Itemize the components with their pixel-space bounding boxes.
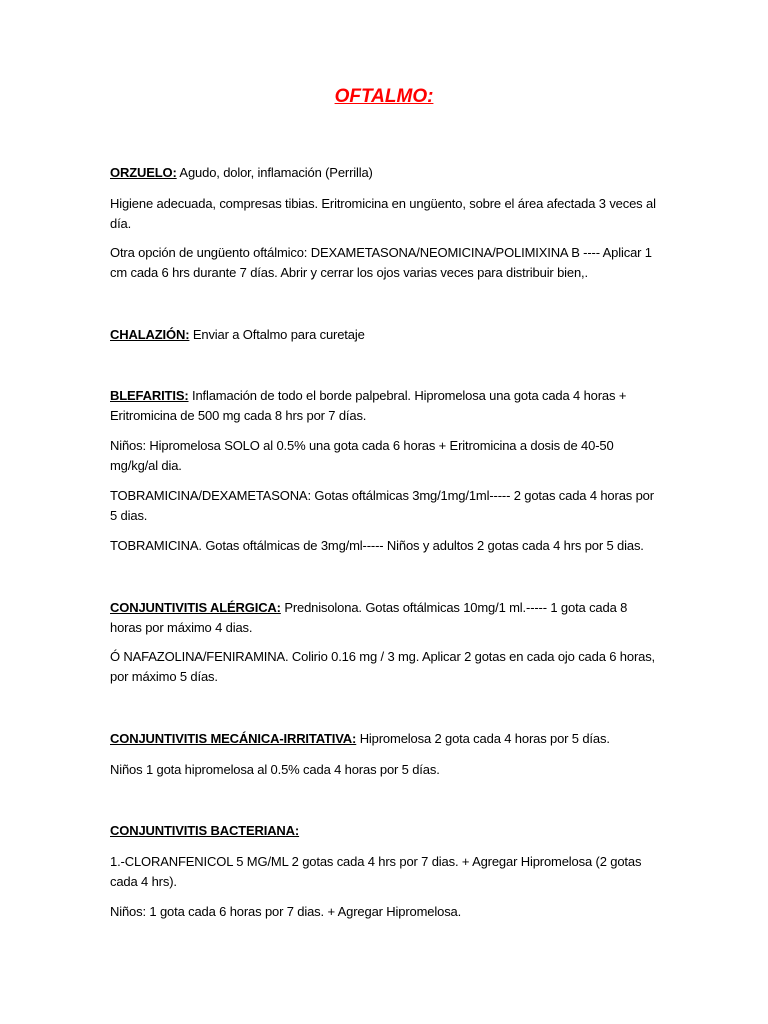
conj-mecanica-description: Hipromelosa 2 gota cada 4 horas por 5 días.: [356, 731, 610, 746]
orzuelo-heading: ORZUELO:: [110, 165, 177, 180]
blefaritis-heading: BLEFARITIS:: [110, 388, 189, 403]
blefaritis-children: Niños: Hipromelosa SOLO al 0.5% una gota cada 6 horas + Eritromicina a dosis de 40-50 mg/kg/al dia.: [110, 438, 614, 473]
conj-bacteriana-heading: CONJUNTIVITIS BACTERIANA:: [110, 823, 300, 838]
blefaritis-tobramicina: TOBRAMICINA. Gotas oftálmicas de 3mg/ml----- Niños y adultos 2 gotas cada 4 hrs por 5 dias.: [110, 538, 644, 553]
conj-bacteriana-cloranfenicol: 1.-CLORANFENICOL 5 MG/ML 2 gotas cada 4 hrs por 7 dias. + Agregar Hipromelosa (2 gotas cada 4 hrs).: [110, 854, 642, 889]
orzuelo-description: Agudo, dolor, inflamación (Perrilla): [176, 165, 373, 180]
conj-mecanica-heading: CONJUNTIVITIS MECÁNICA-IRRITATIVA:: [110, 731, 357, 746]
chalazion-heading: CHALAZIÓN:: [110, 327, 190, 342]
blefaritis-description: Inflamación de todo el borde palpebral. Hipromelosa una gota cada 4 horas + Eritromicina de 500 mg cada 8 hrs por 7 días.: [110, 388, 627, 423]
chalazion-description: Enviar a Oftalmo para curetaje: [189, 327, 365, 342]
conj-alergica-heading: CONJUNTIVITIS ALÉRGICA:: [110, 600, 281, 615]
conj-bacteriana-line: [110, 821, 662, 841]
orzuelo-alternative: Otra opción de ungüento oftálmico: DEXAMETASONA/NEOMICINA/POLIMIXINA B ---- Aplicar 1 cm cada 6 hrs durante 7 días. Abrir y cerrar los ojos varias veces para distribuir bien,.: [110, 245, 652, 280]
orzuelo-treatment: Higiene adecuada, compresas tibias. Eritromicina en ungüento, sobre el área afectada 3 veces al día.: [110, 196, 656, 231]
blefaritis-tobra-dexa: TOBRAMICINA/DEXAMETASONA: Gotas oftálmicas 3mg/1mg/1ml----- 2 gotas cada 4 horas por 5 dias.: [110, 488, 654, 523]
orzuelo-line: [110, 163, 662, 183]
chalazion-line: [110, 325, 662, 345]
conj-mecanica-line: [110, 729, 662, 749]
conj-mecanica-children: Niños 1 gota hipromelosa al 0.5% cada 4 horas por 5 días.: [110, 762, 440, 777]
conj-alergica-description: Prednisolona. Gotas oftálmicas 10mg/1 ml.----- 1 gota cada 8 horas por máximo 4 dias.: [110, 600, 628, 635]
blefaritis-line: [110, 386, 662, 426]
conj-alergica-alternative: Ó NAFAZOLINA/FENIRAMINA. Colirio 0.16 mg / 3 mg. Aplicar 2 gotas en cada ojo cada 6 horas, por máximo 5 días.: [110, 649, 656, 684]
conj-bacteriana-children: Niños: 1 gota cada 6 horas por 7 dias. + Agregar Hipromelosa.: [110, 904, 462, 919]
conj-alergica-line: [110, 598, 662, 638]
page-title: OFTALMO:: [334, 86, 434, 107]
